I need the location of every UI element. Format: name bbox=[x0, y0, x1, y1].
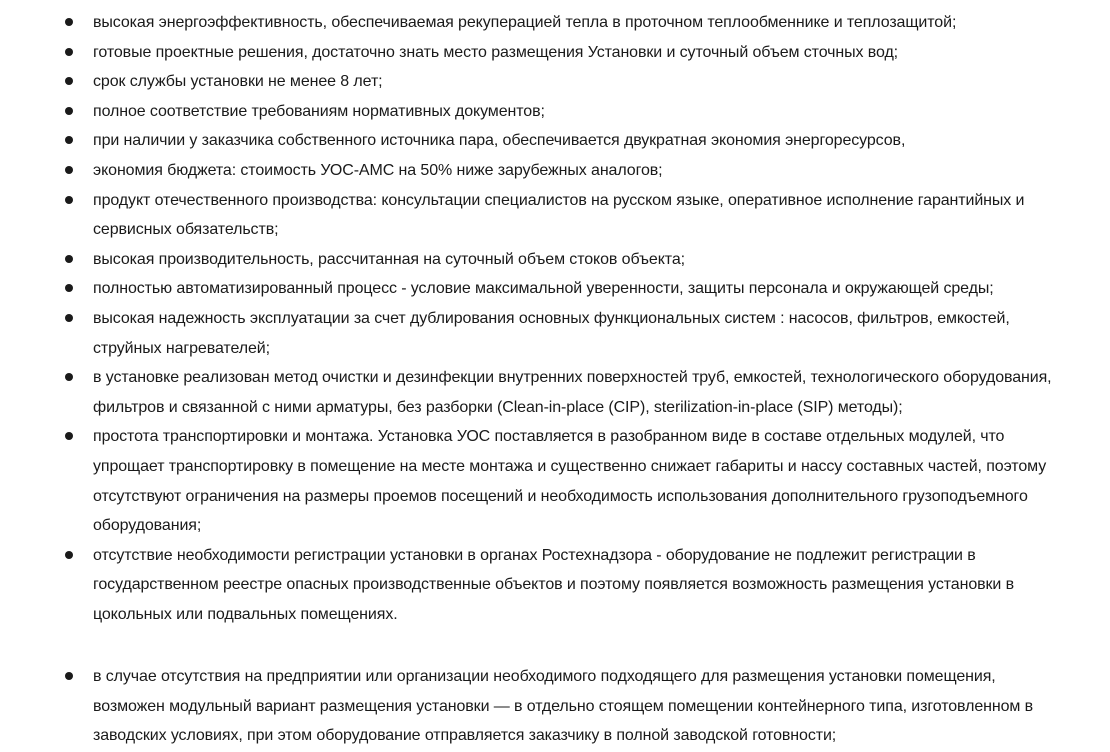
list-item-text: отсутствие необходимости регистрации установки в органах Ростехнадзора - оборудование не подлежит регистрации в государственном реестре опасных производственные объектов и поэтому появляется возможность размещения установки в цокольных или подвальных помещениях. bbox=[93, 546, 1015, 623]
additional-list bbox=[0, 662, 1110, 751]
list-item-text: высокая энергоэффективность, обеспечиваемая рекуперацией тепла в проточном теплообменнике и теплозащитой; bbox=[93, 14, 957, 31]
list-item bbox=[0, 304, 1110, 363]
bullet-icon bbox=[65, 672, 73, 680]
list-item-text: при наличии у заказчика собственного источника пара, обеспечивается двукратная экономия энергоресурсов, bbox=[93, 132, 906, 150]
list-item-text: в установке реализован метод очистки и дезинфекции внутренних поверхностей труб, емкостей, технологического оборудования, фильтров и связанной с ними арматуры, без разборки (Clean-in-place (CIP), sterilization-in-place (SIP) методы); bbox=[93, 369, 1052, 416]
list-item-text: высокая надежность эксплуатации за счет дублирования основных функциональных систем : насосов, фильтров, емкостей, струйных нагревателей; bbox=[93, 309, 1010, 357]
list-item bbox=[0, 274, 1110, 304]
bullet-icon bbox=[65, 166, 73, 174]
list-item-text: продукт отечественного производства: консультации специалистов на русском языке, оперативное исполнение гарантийных и сервисных обязательств; bbox=[93, 191, 1025, 239]
bullet-icon bbox=[65, 284, 73, 292]
bullet-icon bbox=[65, 432, 73, 440]
list-item bbox=[0, 38, 1110, 68]
bullet-icon bbox=[65, 77, 73, 85]
list-item bbox=[0, 422, 1110, 540]
list-item-text: экономия бюджета: стоимость УОС-АМС на 50% ниже зарубежных аналогов; bbox=[93, 161, 663, 179]
list-item bbox=[0, 97, 1110, 127]
list-item-text: срок службы установки не менее 8 лет; bbox=[93, 73, 383, 91]
list-item bbox=[0, 126, 1110, 156]
bullet-icon bbox=[65, 107, 73, 115]
list-item bbox=[0, 8, 1110, 38]
bullet-icon bbox=[65, 551, 73, 559]
list-item bbox=[0, 156, 1110, 186]
list-item-text: простота транспортировки и монтажа. Установка УОС поставляется в разобранном виде в составе отдельных модулей, что упрощает транспортировку в помещение на месте монтажа и существенно снижает габариты и нассу составных частей, поэтому отсутствуют ограничения на размеры проемов посещений и необходимость использования дополнительного грузоподъемного оборудования; bbox=[93, 428, 1047, 535]
bullet-icon bbox=[65, 48, 73, 56]
list-item bbox=[0, 662, 1110, 751]
bullet-icon bbox=[65, 255, 73, 263]
list-item-text: высокая производительность, рассчитанная на суточный объем стоков объекта; bbox=[93, 250, 685, 268]
list-item-text: в случае отсутствия на предприятии или организации необходимого подходящего для размещения установки помещения, возможен модульный вариант размещения установки — в отдельно стоящем помещении контейнерного типа, изготовленном в заводских условиях, при этом оборудование отправляется заказчику в полной заводской готовности; bbox=[93, 668, 1034, 745]
bullet-icon bbox=[65, 196, 73, 204]
bullet-icon bbox=[65, 136, 73, 144]
list-item bbox=[0, 67, 1110, 97]
bullet-icon bbox=[65, 373, 73, 381]
list-item bbox=[0, 186, 1110, 245]
list-item bbox=[0, 363, 1110, 422]
list-item bbox=[0, 541, 1110, 630]
list-item-text: полное соответствие требованиям нормативных документов; bbox=[93, 102, 545, 120]
bullet-icon bbox=[65, 314, 73, 322]
list-item bbox=[0, 245, 1110, 275]
list-item-text: полностью автоматизированный процесс - условие максимальной уверенности, защиты персонала и окружающей среды; bbox=[93, 280, 994, 298]
benefits-list bbox=[0, 8, 1110, 629]
bullet-icon bbox=[65, 18, 73, 26]
list-item-text: готовые проектные решения, достаточно знать место размещения Установки и суточный объем сточных вод; bbox=[93, 43, 899, 61]
